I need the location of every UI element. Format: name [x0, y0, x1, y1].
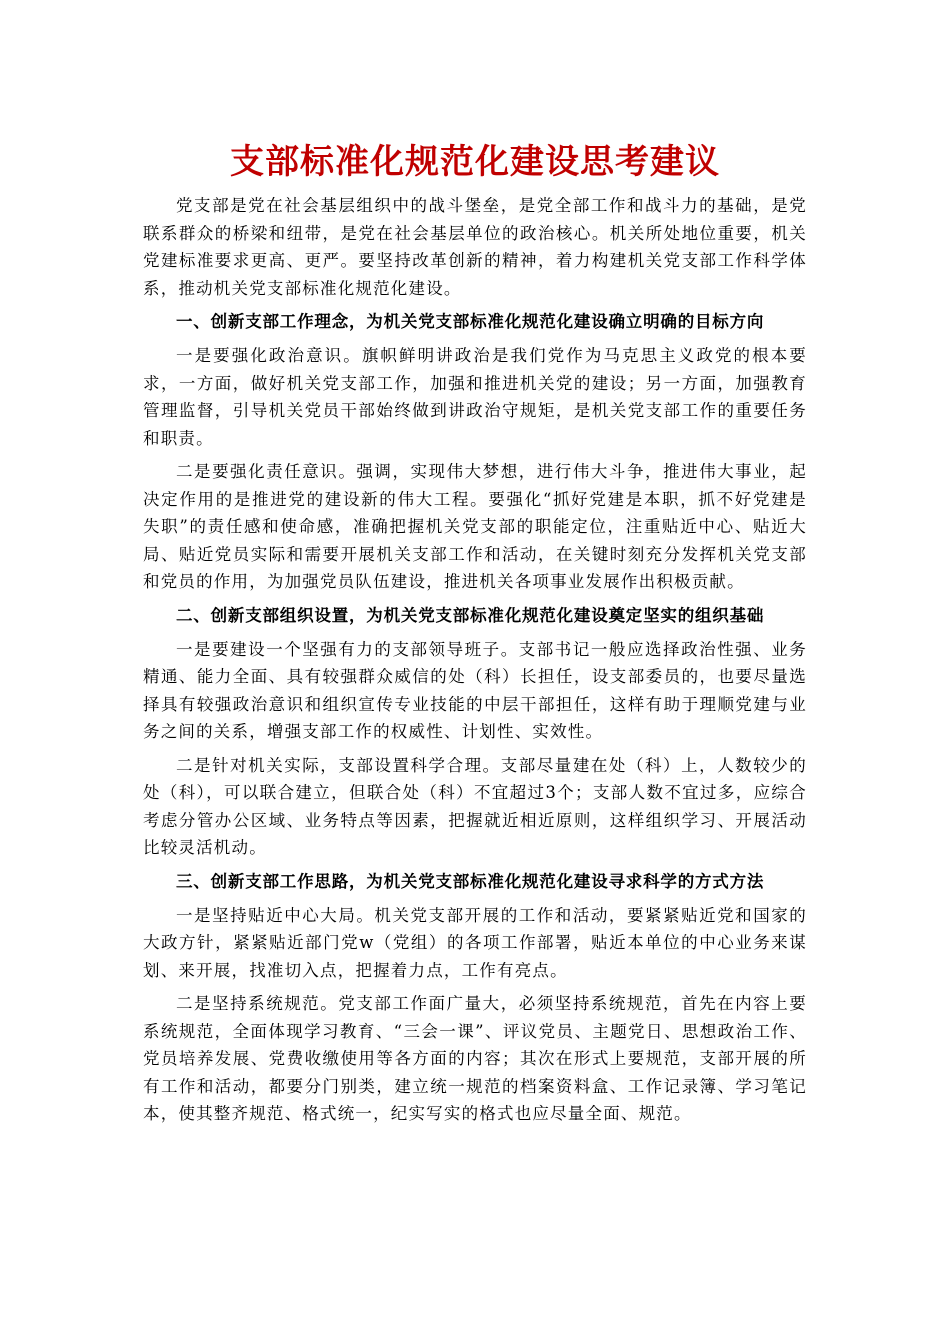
section-heading: 二、创新支部组织设置，为机关党支部标准化规范化建设奠定坚实的组织基础 [176, 605, 765, 625]
section-paragraph: 一是要强化政治意识。旗帜鲜明讲政治是我们党作为马克思主义政党的根本要求，一方面，做好机关党支部工作，加强和推进机关党的建设；另一方面，加强教育管理监督，引导机关党员干部始终做到讲政治守规矩，是机关党支部工作的重要任务和职责。 [143, 346, 807, 448]
section-paragraph: 二是针对机关实际，支部设置科学合理。支部尽量建在处（科）上，人数较少的处（科），可以联合建立，但联合处（科）不宜超过3个；支部人数不宜过多，应综合考虑分管办公区域、业务特点等因素，把握就近相近原则，这样组织学习、开展活动比较灵活机动。 [143, 755, 807, 857]
section-paragraph: 二是坚持系统规范。党支部工作面广量大，必须坚持系统规范，首先在内容上要系统规范，全面体现学习教育、“三会一课”、评议党员、主题党日、思想政治工作、党员培养发展、党费收缴使用等各方面的内容；其次在形式上要规范，支部开展的所有工作和活动，都要分门别类，建立统一规范的档案资料盒、工作记录簿、学习笔记本，使其整齐规范、格式统一，纪实写实的格式也应尽量全面、规范。 [143, 994, 807, 1123]
section-1 [143, 308, 807, 596]
document-page [143, 128, 807, 1134]
section-paragraph: 一是要建设一个坚强有力的支部领导班子。支部书记一般应选择政治性强、业务精通、能力全面、具有较强群众威信的处（科）长担任，设支部委员的，也要尽量选择具有较强政治意识和组织宣传专业技能的中层干部担任，这样有助于理顺党建与业务之间的关系，增强支部工作的权威性、计划性、实效性。 [143, 639, 807, 741]
section-paragraph: 一是坚持贴近中心大局。机关党支部开展的工作和活动，要紧紧贴近党和国家的大政方针，紧紧贴近部门党w（党组）的各项工作部署，贴近本单位的中心业务来谋划、来开展，找准切入点，把握着力点，工作有亮点。 [143, 905, 807, 980]
section-2 [143, 602, 807, 862]
intro-paragraph: 党支部是党在社会基层组织中的战斗堡垒，是党全部工作和战斗力的基础，是党联系群众的桥梁和纽带，是党在社会基层单位的政治核心。机关所处地位重要，机关党建标准要求更高、更严。要坚持改革创新的精神，着力构建机关党支部工作科学体系，推动机关党支部标准化规范化建设。 [143, 196, 807, 298]
section-heading: 一、创新支部工作理念，为机关党支部标准化规范化建设确立明确的目标方向 [176, 312, 765, 331]
section-heading: 三、创新支部工作思路，为机关党支部标准化规范化建设寻求科学的方式方法 [176, 871, 765, 891]
section-paragraph: 二是要强化责任意识。强调，实现伟大梦想，进行伟大斗争，推进伟大事业，起决定作用的是推进党的建设新的伟大工程。要强化“抓好党建是本职，抓不好党建是失职”的责任感和使命感，准确把握机关党支部的职能定位，注重贴近中心、贴近大局、贴近党员实际和需要开展机关支部工作和活动，在关键时刻充分发挥机关党支部和党员的作用，为加强党员队伍建设，推进机关各项事业发展作出积极贡献。 [143, 462, 807, 591]
section-3 [143, 868, 807, 1128]
document-title: 支部标准化规范化建设思考建议 [230, 142, 720, 182]
